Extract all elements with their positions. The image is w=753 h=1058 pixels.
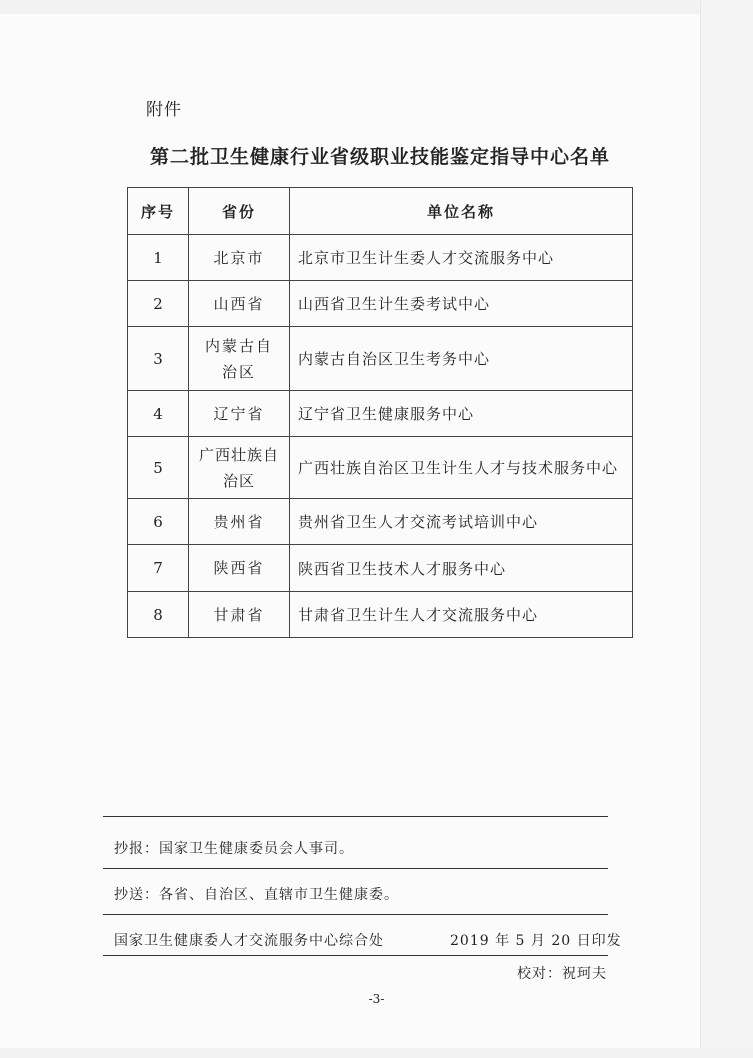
row-seq: 6 [128, 499, 189, 545]
row-unit-name: 北京市卫生计生委人才交流服务中心 [290, 235, 633, 281]
issue-date: 2019 年 5 月 20 日印发 [450, 933, 622, 949]
row-unit-name: 广西壮族自治区卫生计生人才与技术服务中心 [290, 437, 633, 499]
row-seq: 2 [128, 281, 189, 327]
table-row [128, 327, 633, 391]
footer-divider-lower [103, 914, 608, 915]
row-province: 广西壮族自治区 [189, 437, 290, 499]
row-province: 陕西省 [189, 545, 290, 592]
table-row [128, 235, 633, 281]
table-row [128, 592, 633, 638]
row-unit-name: 内蒙古自治区卫生考务中心 [290, 327, 633, 391]
row-province: 贵州省 [189, 499, 290, 545]
table-header-row [128, 188, 633, 235]
header-province: 省份 [189, 188, 290, 235]
scan-edge-right [700, 0, 753, 1058]
row-unit-name: 山西省卫生计生委考试中心 [290, 281, 633, 327]
document-title: 第二批卫生健康行业省级职业技能鉴定指导中心名单 [149, 146, 610, 168]
row-province: 内蒙古自治区 [189, 327, 290, 391]
row-seq: 1 [128, 235, 189, 281]
row-seq: 3 [128, 327, 189, 391]
row-unit-name: 陕西省卫生技术人才服务中心 [290, 545, 633, 592]
page-number: -3- [368, 992, 385, 1006]
proofreader-line: 校对：祝珂夫 [517, 966, 607, 982]
footer-divider-top [103, 816, 608, 817]
table-row [128, 499, 633, 545]
header-unit-name: 单位名称 [290, 188, 633, 235]
scan-edge-top [0, 0, 753, 14]
issuer-line: 国家卫生健康委人才交流服务中心综合处 [114, 933, 384, 949]
row-seq: 7 [128, 545, 189, 592]
table-row [128, 545, 633, 592]
row-province: 山西省 [189, 281, 290, 327]
center-list-table [127, 187, 633, 638]
table-row [128, 281, 633, 327]
copy-to-line: 抄送：各省、自治区、直辖市卫生健康委。 [114, 887, 399, 903]
table-row [128, 391, 633, 437]
attachment-label: 附件 [146, 100, 182, 120]
table-row [128, 437, 633, 499]
scan-edge-bottom [0, 1048, 753, 1058]
row-province: 辽宁省 [189, 391, 290, 437]
row-province: 甘肃省 [189, 592, 290, 638]
footer-divider-bottom [103, 955, 608, 956]
report-to-line: 抄报：国家卫生健康委员会人事司。 [114, 841, 354, 857]
footer-divider-middle [103, 868, 608, 869]
row-province: 北京市 [189, 235, 290, 281]
row-seq: 8 [128, 592, 189, 638]
header-seq: 序号 [128, 188, 189, 235]
row-unit-name: 甘肃省卫生计生人才交流服务中心 [290, 592, 633, 638]
row-seq: 4 [128, 391, 189, 437]
row-unit-name: 辽宁省卫生健康服务中心 [290, 391, 633, 437]
row-unit-name: 贵州省卫生人才交流考试培训中心 [290, 499, 633, 545]
row-seq: 5 [128, 437, 189, 499]
